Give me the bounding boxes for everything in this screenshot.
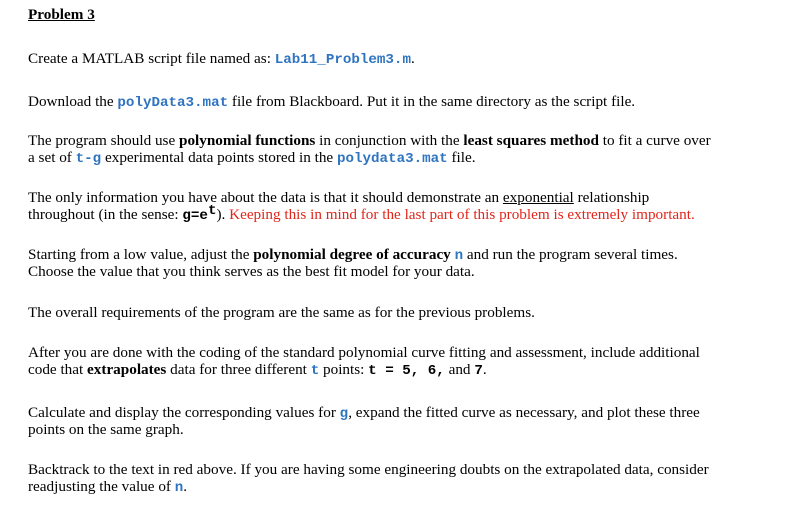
- equation-superscript-t: t: [207, 203, 217, 219]
- equation-g-e: g=e: [182, 208, 208, 224]
- t-values-list: t = 5, 6,: [368, 363, 445, 379]
- paragraph-create-script: Create a MATLAB script file named as: Lab11_Problem3.m.: [28, 50, 415, 68]
- paragraph-exponential-line1: The only information you have about the data is that it should demonstrate an exponential relationship: [28, 189, 650, 206]
- bold-least-squares: least squares method: [463, 132, 599, 149]
- code-t-g: t-g: [75, 151, 102, 167]
- paragraph-extrapolate-line2: code that extrapolates data for three different t points: t = 5, 6, and 7.: [28, 361, 487, 379]
- data-filename: polyData3.mat: [117, 95, 229, 111]
- code-polydata3: polydata3.mat: [336, 151, 448, 167]
- t-value-7: 7: [474, 363, 483, 379]
- paragraph-calculate-line2: points on the same graph.: [28, 421, 184, 438]
- paragraph-program-line2: a set of t-g experimental data points stored in the polydata3.mat file.: [28, 149, 476, 167]
- bold-polynomial-functions: polynomial functions: [179, 132, 316, 149]
- paragraph-backtrack-line1: Backtrack to the text in red above. If you are having some engineering doubts on the extrapolated data, consider: [28, 461, 709, 478]
- code-n-final: n: [174, 480, 184, 496]
- paragraph-degree-line1: Starting from a low value, adjust the polynomial degree of accuracy n and run the program several times.: [28, 246, 678, 264]
- paragraph-calculate-line1: Calculate and display the corresponding values for g, expand the fitted curve as necessary, and plot these three: [28, 404, 700, 422]
- underlined-exponential: exponential: [502, 189, 574, 206]
- paragraph-overall-requirements: The overall requirements of the program are the same as for the previous problems.: [28, 304, 535, 321]
- script-filename: Lab11_Problem3.m: [274, 52, 411, 68]
- code-t: t: [310, 363, 320, 379]
- code-g: g: [339, 406, 349, 422]
- code-n: n: [454, 248, 464, 264]
- paragraph-backtrack-line2: readjusting the value of n.: [28, 478, 188, 496]
- bold-extrapolates: extrapolates: [87, 361, 167, 378]
- paragraph-program-line1: The program should use polynomial functions in conjunction with the least squares method to fit a curve over: [28, 132, 711, 149]
- paragraph-exponential-line2: throughout (in the sense: $g=e^t$). Keeping this in mind for the last part of this problem is extremely important.: [28, 203, 695, 224]
- paragraph-download: Download the polyData3.mat file from Blackboard. Put it in the same directory as the script file.: [28, 93, 636, 111]
- bold-polynomial-degree: polynomial degree of accuracy: [253, 246, 451, 263]
- paragraph-extrapolate-line1: After you are done with the coding of the standard polynomial curve fitting and assessment, include additional: [28, 344, 700, 361]
- problem-title: Problem 3: [28, 6, 95, 23]
- red-warning-text: Keeping this in mind for the last part of this problem is extremely important.: [229, 206, 695, 223]
- paragraph-degree-line2: Choose the value that you think serves as the best fit model for your data.: [28, 263, 475, 280]
